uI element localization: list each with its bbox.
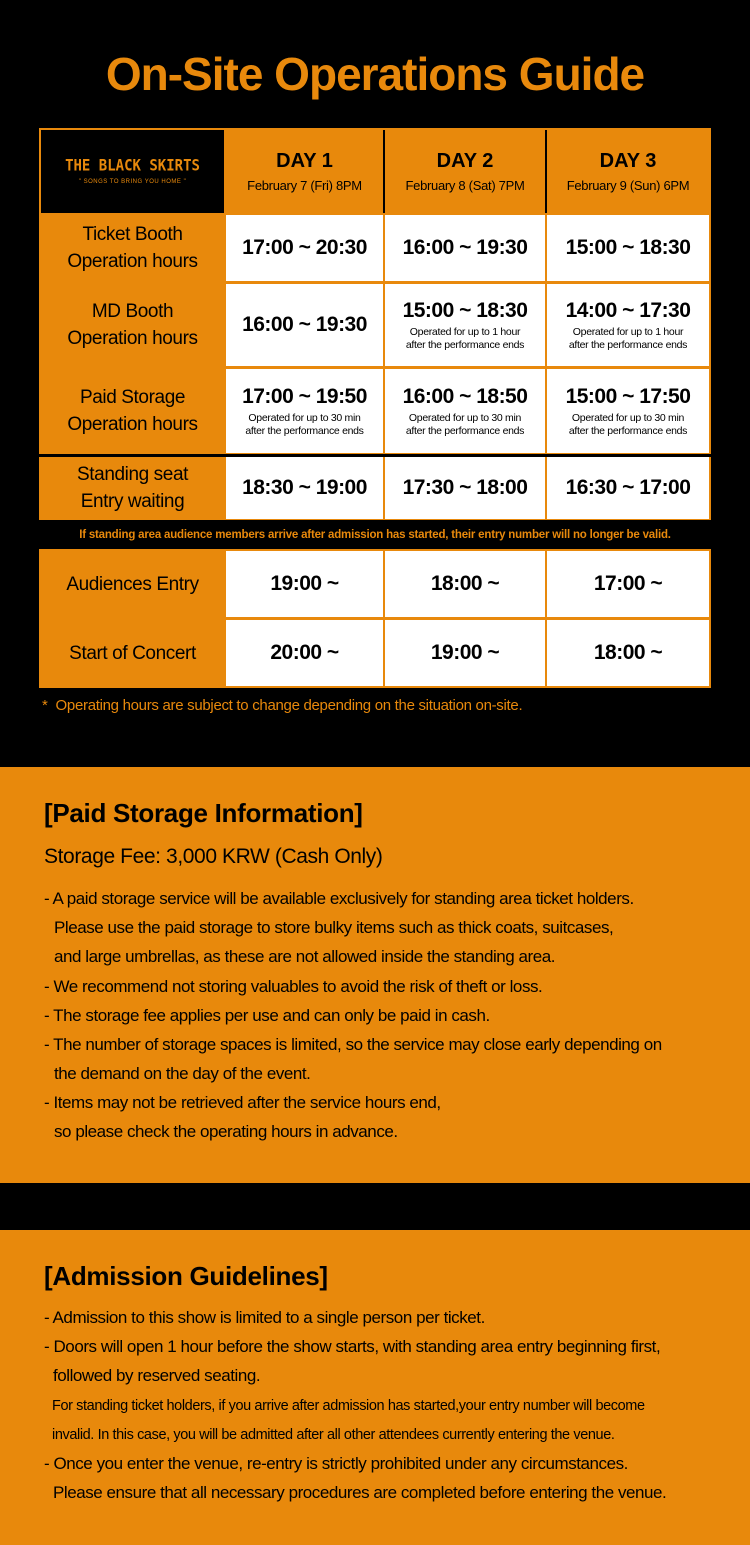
time-value: 14:00 ~ 17:30 xyxy=(565,298,691,322)
page-title: On-Site Operations Guide xyxy=(105,48,645,100)
storage-line: - The number of storage spaces is limited, so the service may close early depending on xyxy=(44,1035,662,1054)
admission-panel xyxy=(0,1230,750,1545)
time-value: 17:30 ~ 18:00 xyxy=(402,476,528,499)
time-value: 16:00 ~ 18:50 xyxy=(402,384,528,408)
time-cell xyxy=(226,457,383,519)
time-value: 17:00 ~ 19:50 xyxy=(242,384,367,408)
time-value: 19:00 ~ xyxy=(430,641,500,664)
day-header-1 xyxy=(226,130,383,213)
time-cell xyxy=(385,457,545,519)
row-label-md-booth xyxy=(41,284,224,366)
row-label-line: Paid Storage xyxy=(79,387,186,408)
admission-line: followed by reserved seating. xyxy=(53,1366,261,1385)
day-label: DAY 3 xyxy=(599,149,657,172)
admission-line: - Admission to this show is limited to a single person per ticket. xyxy=(44,1308,485,1327)
time-value: 18:00 ~ xyxy=(430,572,500,595)
time-value: 16:00 ~ 19:30 xyxy=(242,313,367,336)
time-note: Operated for up to 30 min after the performance ends xyxy=(405,411,525,437)
time-note: Operated for up to 1 hour after the performance ends xyxy=(405,325,525,351)
admission-line: - Once you enter the venue, re-entry is strictly prohibited under any circumstances. xyxy=(44,1454,628,1473)
time-cell xyxy=(547,620,709,686)
time-cell xyxy=(385,620,545,686)
time-cell xyxy=(547,215,709,281)
time-value: 18:00 ~ xyxy=(593,641,663,664)
time-cell xyxy=(226,215,383,281)
row-label-ticket-booth xyxy=(41,215,224,281)
time-cell xyxy=(226,620,383,686)
storage-line: - A paid storage service will be available exclusively for standing area ticket holders. xyxy=(44,889,634,908)
time-value: 20:00 ~ xyxy=(270,641,339,664)
band-logo: THE BLACK SKIRTS xyxy=(65,156,200,176)
time-cell xyxy=(547,284,709,366)
time-value: 17:00 ~ xyxy=(593,572,663,595)
storage-fee: Storage Fee: 3,000 KRW (Cash Only) xyxy=(44,845,383,868)
row-label-line: Entry waiting xyxy=(80,491,185,512)
admission-line: Please ensure that all necessary procedures are completed before entering the venue. xyxy=(53,1483,667,1502)
row-label-line: Start of Concert xyxy=(69,642,196,664)
time-cell xyxy=(547,551,709,617)
time-value: 16:30 ~ 17:00 xyxy=(565,476,691,499)
storage-line: Please use the paid storage to store bulky items such as thick coats, suitcases, xyxy=(54,918,614,937)
time-cell xyxy=(547,369,709,453)
time-value: 17:00 ~ 20:30 xyxy=(242,236,367,259)
storage-line: the demand on the day of the event. xyxy=(54,1064,311,1083)
schedule-table xyxy=(39,128,711,688)
row-label-line: Audiences Entry xyxy=(66,573,199,595)
time-value: 18:30 ~ 19:00 xyxy=(242,476,367,499)
time-value: 15:00 ~ 18:30 xyxy=(565,236,691,259)
time-cell xyxy=(226,551,383,617)
row-label-paid-storage xyxy=(41,369,224,453)
day-label: DAY 1 xyxy=(276,149,333,172)
time-note: Operated for up to 30 min after the performance ends xyxy=(245,411,364,437)
paid-storage-panel xyxy=(0,767,750,1183)
day-header-2 xyxy=(385,130,545,213)
row-label-line: MD Booth xyxy=(91,301,174,322)
admission-note-line: For standing ticket holders, if you arrive after admission has started,your entry number will become xyxy=(52,1398,645,1414)
time-cell xyxy=(385,284,545,366)
operating-hours-footnote xyxy=(42,697,522,714)
storage-line: - Items may not be retrieved after the service hours end, xyxy=(44,1093,441,1112)
day-date: February 7 (Fri) 8PM xyxy=(247,177,362,193)
row-label-line: Operation hours xyxy=(67,328,198,349)
day-label: DAY 2 xyxy=(436,149,494,172)
storage-line: so please check the operating hours in advance. xyxy=(54,1122,398,1141)
day-header-3 xyxy=(547,130,709,213)
footnote-text: Operating hours are subject to change depending on the situation on-site. xyxy=(55,697,523,714)
time-cell xyxy=(226,369,383,453)
standing-warning-bar xyxy=(39,520,711,549)
admission-line: - Doors will open 1 hour before the show starts, with standing area entry beginning first, xyxy=(44,1337,661,1356)
storage-line: - The storage fee applies per use and can only be paid in cash. xyxy=(44,1006,490,1025)
day-date: February 8 (Sat) 7PM xyxy=(405,177,525,193)
time-note: Operated for up to 1 hour after the performance ends xyxy=(568,325,688,351)
time-cell xyxy=(385,369,545,453)
time-value: 19:00 ~ xyxy=(270,572,339,595)
row-label-line: Ticket Booth xyxy=(82,224,183,245)
time-value: 15:00 ~ 18:30 xyxy=(402,298,528,322)
row-label-standing-seat xyxy=(41,457,224,519)
storage-line: and large umbrellas, as these are not allowed inside the standing area. xyxy=(54,947,556,966)
time-cell xyxy=(547,457,709,519)
time-note: Operated for up to 30 min after the performance ends xyxy=(568,411,688,437)
band-logo-tagline: " SONGS TO BRING YOU HOME " xyxy=(78,179,187,185)
admission-heading: [Admission Guidelines] xyxy=(44,1261,328,1291)
time-value: 16:00 ~ 19:30 xyxy=(402,236,528,259)
row-label-audiences-entry xyxy=(41,551,224,617)
time-value: 15:00 ~ 17:50 xyxy=(565,384,691,408)
storage-heading: [Paid Storage Information] xyxy=(44,798,363,828)
storage-line: - We recommend not storing valuables to avoid the risk of theft or loss. xyxy=(44,977,543,996)
time-cell xyxy=(385,215,545,281)
logo-cell xyxy=(41,130,224,213)
operations-guide-section xyxy=(0,0,750,767)
time-cell xyxy=(385,551,545,617)
asterisk: * xyxy=(42,697,48,714)
time-cell xyxy=(226,284,383,366)
row-label-line: Standing seat xyxy=(77,464,188,485)
admission-note-line: invalid. In this case, you will be admitted after all other attendees currently entering the venue. xyxy=(52,1427,615,1443)
row-label-start-of-concert xyxy=(41,620,224,686)
row-label-line: Operation hours xyxy=(67,251,198,272)
row-label-line: Operation hours xyxy=(67,414,198,435)
day-date: February 9 (Sun) 6PM xyxy=(566,177,690,193)
warning-text: If standing area audience members arrive after admission has started, their entry number will no longer be valid. xyxy=(79,528,671,541)
